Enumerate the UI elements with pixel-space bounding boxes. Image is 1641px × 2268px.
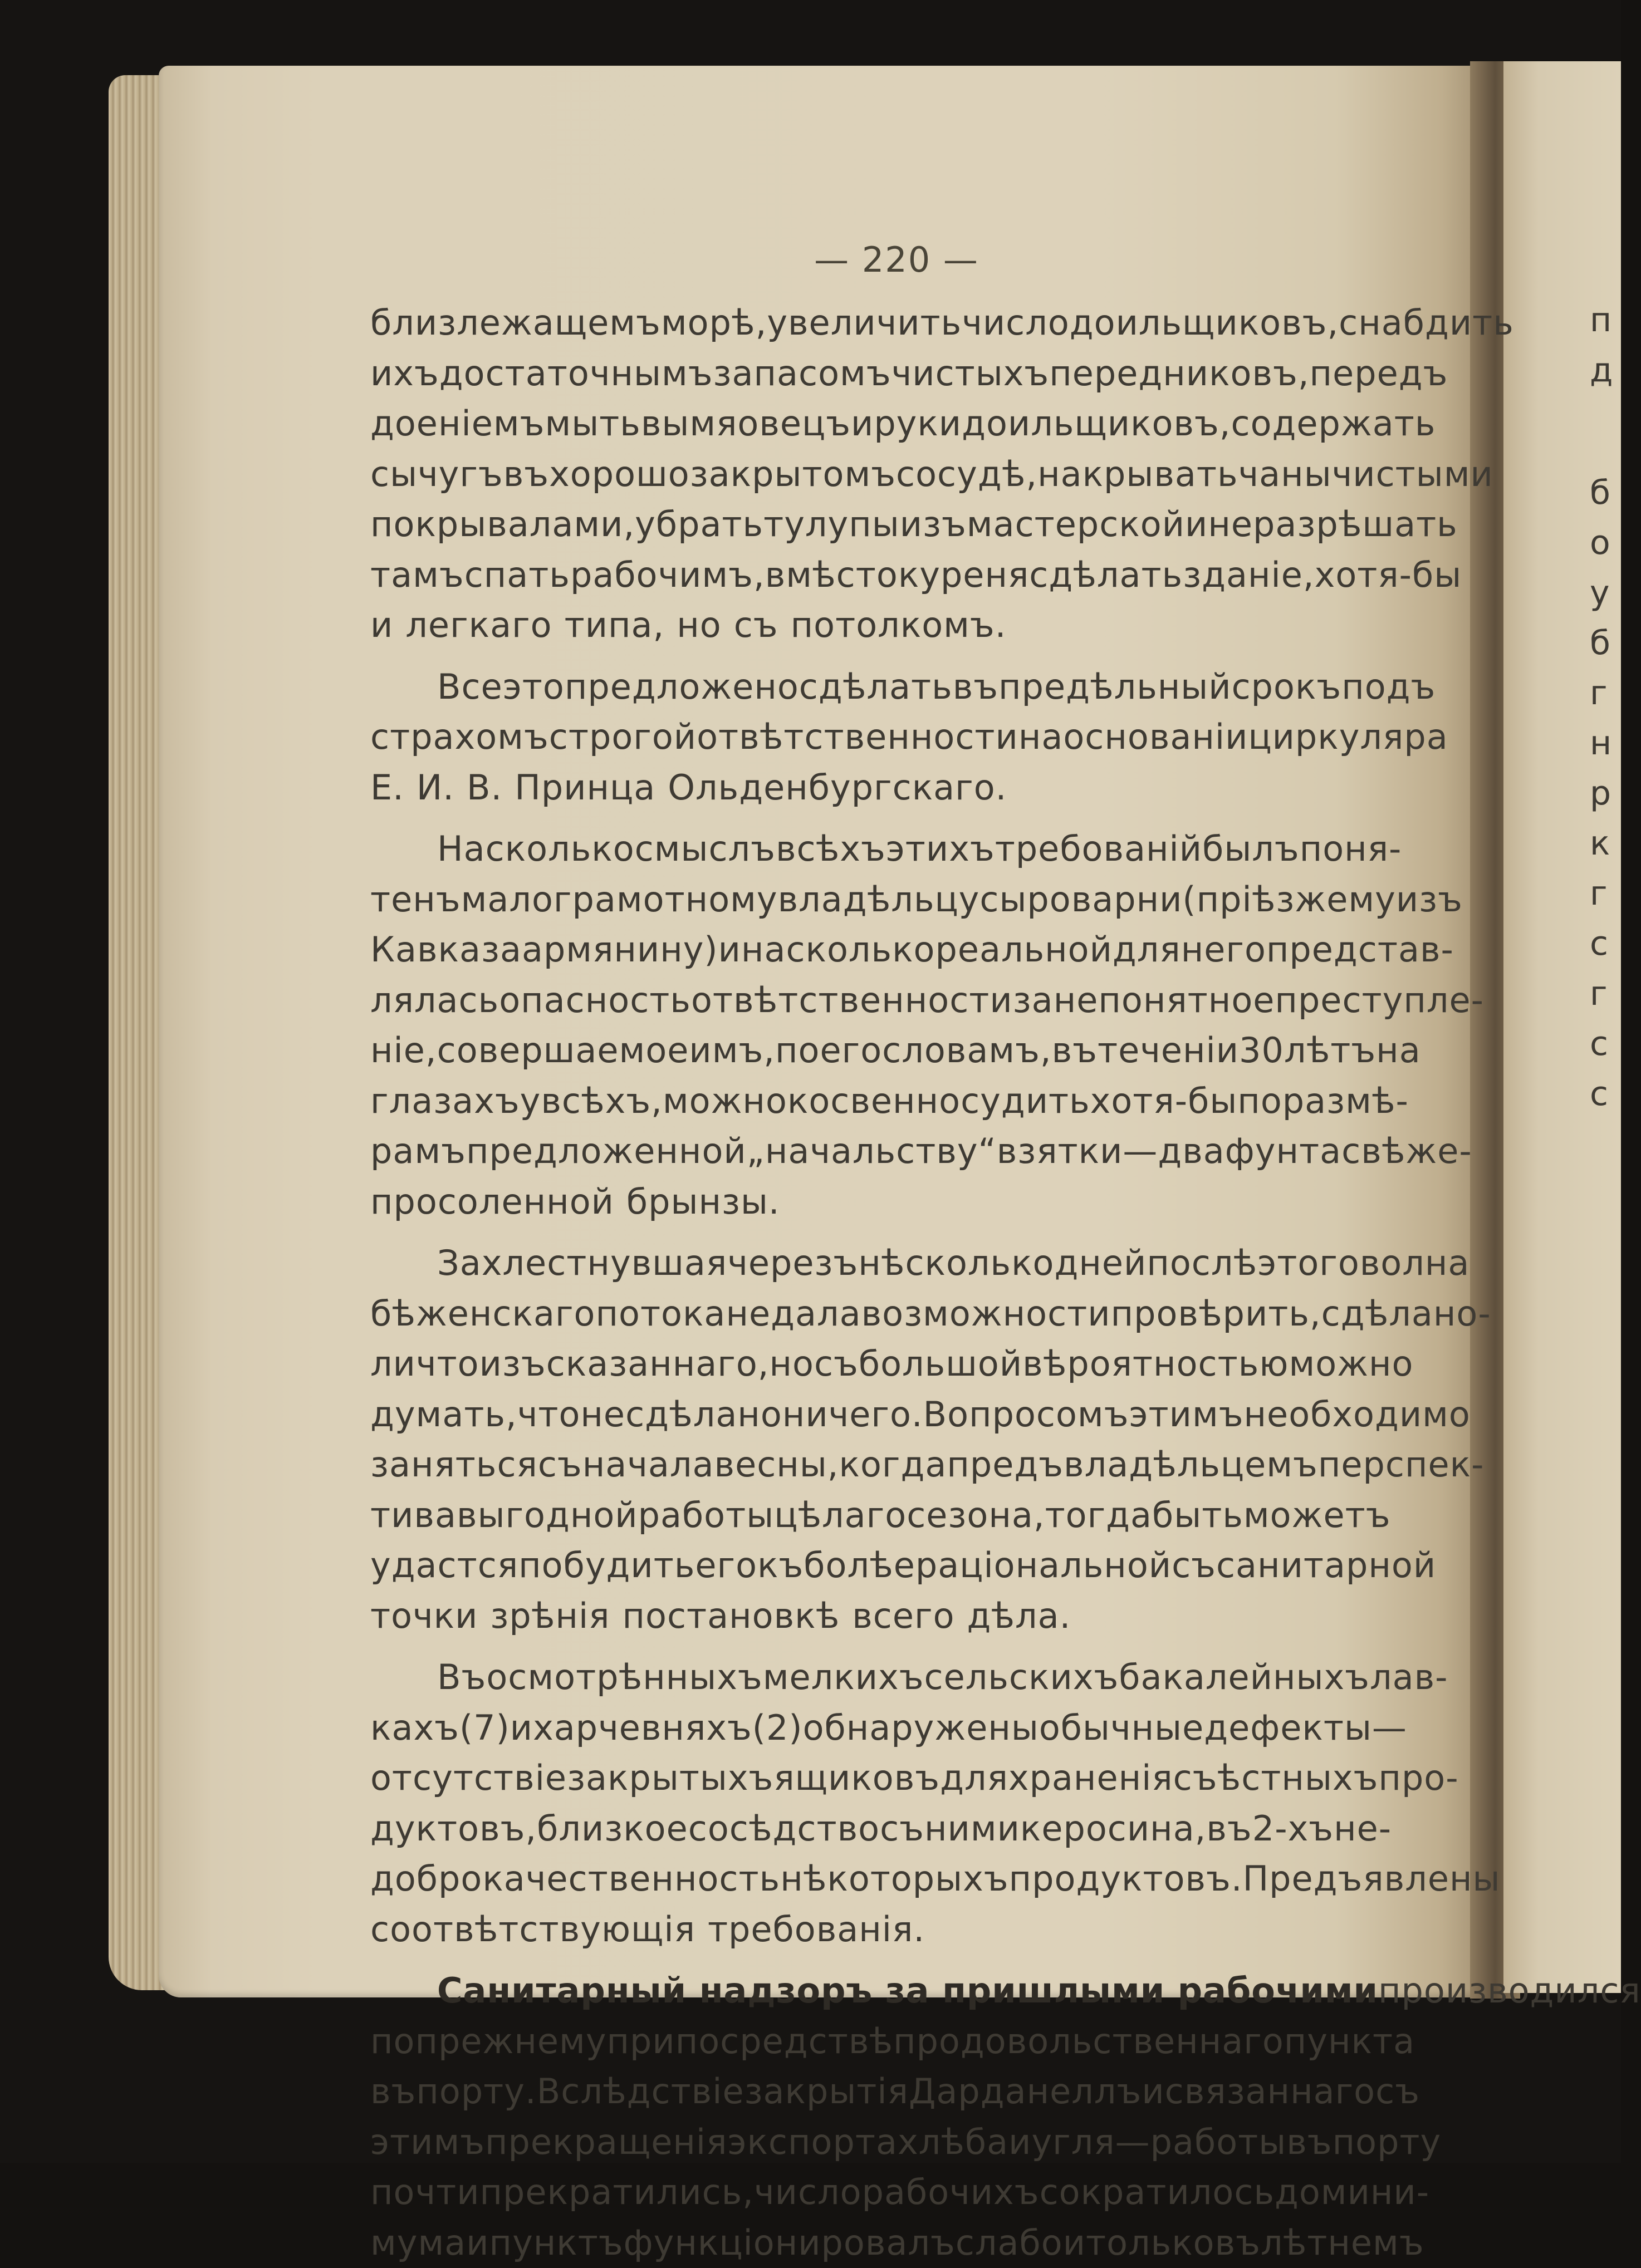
text-line <box>370 1966 1381 2016</box>
right-page-letter: у <box>1590 573 1610 612</box>
text-line: этимъ прекращенiя экспорта хлѣба и угля—работы въ порту <box>370 2117 1381 2168</box>
text-line: покрывалами, убрать тулупы изъ мастерской и не разрѣшать <box>370 499 1381 550</box>
right-page-letter: д <box>1590 351 1613 390</box>
text-line: соотвѣтствующiя требованiя. <box>370 1904 1381 1955</box>
text-line: въ порту. Вслѣдствiе закрытiя Дарданеллъ и связаннаго съ <box>370 2066 1381 2117</box>
text-line: бѣженскаго потока не дала возможности провѣрить, сдѣлано- <box>370 1289 1381 1339</box>
text-line: дуктовъ, близкое сосѣдство съ ними керосина, въ 2-хъ не- <box>370 1804 1381 1854</box>
text-line: Е. И. В. Принца Ольденбургскаго. <box>370 763 1381 813</box>
right-page-letter: г <box>1590 874 1608 913</box>
text-line: глазахъ у всѣхъ, можно косвенно судить хотя-бы по размѣ- <box>370 1076 1381 1127</box>
text-line: страхомъ строгой отвѣтственности на основанiи циркуляра <box>370 712 1381 763</box>
text-line: тенъ малограмотному владѣльцу сыроварни (прiѣзжему изъ <box>370 875 1381 925</box>
text-line: доброкачественность нѣкоторыхъ продуктовъ. Предъявлены <box>370 1854 1381 1904</box>
section-heading: Санитарный надзоръ за пришлыми рабочими <box>437 1966 1378 2016</box>
text-line: удастся побудить его къ болѣе рацiональной съ санитарной <box>370 1540 1381 1591</box>
text-line: думать, что не сдѣлано ничего. Вопросомъ этимъ необходимо <box>370 1390 1381 1440</box>
text-line: лялась опасность отвѣтственности за непонятное преступле- <box>370 975 1381 1026</box>
text-line: мума и пунктъ функцiонировалъ слабо и только въ лѣтнемъ <box>370 2218 1381 2268</box>
right-page-letter: б <box>1590 473 1610 512</box>
text-line: Захлестнувшая черезъ нѣсколько дней послѣ этого волна <box>370 1238 1381 1289</box>
text-line: точки зрѣнiя постановкѣ всего дѣла. <box>370 1591 1381 1642</box>
text-line: Насколько смыслъ всѣхъ этихъ требованiй былъ поня- <box>370 824 1381 875</box>
text-line: сычугъ въ хорошо закрытомъ сосудѣ, накрывать чаны чистыми <box>370 449 1381 500</box>
right-page-letter: с <box>1590 1024 1608 1063</box>
text-line: рамъ предложенной „начальству“ взятки—два фунта свѣже- <box>370 1126 1381 1177</box>
right-page-letter: б <box>1590 624 1610 662</box>
text-line: близлежащемъ морѣ, увеличить число доильщиковъ, снабдить <box>370 298 1381 348</box>
right-page-letter: г <box>1590 974 1608 1013</box>
text-line: ихъ достаточнымъ запасомъ чистыхъ передниковъ, передъ <box>370 348 1381 399</box>
text-line: просоленной брынзы. <box>370 1177 1381 1228</box>
text-line: по прежнему при посредствѣ продовольственнаго пункта <box>370 2016 1381 2067</box>
text-line: ли что изъ сказаннаго, но съ большой вѣроятностью можно <box>370 1339 1381 1390</box>
text-line: кахъ (7) и харчевняхъ (2) обнаружены обычные дефекты— <box>370 1703 1381 1754</box>
text-line: нiе, совершаемое имъ, по его словамъ, въ теченiи 30 лѣтъ на <box>370 1025 1381 1076</box>
right-page-letter: н <box>1590 724 1611 763</box>
right-page-letter: г <box>1590 674 1608 713</box>
text-line: Все это предложено сдѣлать въ предѣльный срокъ подъ <box>370 662 1381 713</box>
text-line: почти прекратились, число рабочихъ сократилось до мини- <box>370 2167 1381 2218</box>
text-line: доенiемъ мыть вымя овецъ и руки доильщиковъ, содержать <box>370 399 1381 449</box>
text-line: тива выгодной работы цѣлаго сезона, тогда быть можетъ <box>370 1490 1381 1541</box>
right-page-letter: с <box>1590 1074 1608 1113</box>
right-page-letter: р <box>1590 774 1611 813</box>
text-line: тамъ спать рабочимъ, вмѣсто куреня сдѣлать зданiе, хотя-бы <box>370 550 1381 601</box>
text-line: Кавказа армянину) и насколько реальной для него представ- <box>370 925 1381 975</box>
text-line: заняться съ начала весны, когда предъ владѣльцемъ перспек- <box>370 1440 1381 1490</box>
text-fragment: производился <box>1378 1966 1641 2016</box>
body-text <box>370 298 1381 2268</box>
text-line: и легкаго типа, но съ потолкомъ. <box>370 600 1381 651</box>
text-line: отсутствiе закрытыхъ ящиковъ для храненiя съѣстныхъ про- <box>370 1753 1381 1804</box>
text-line: Въ осмотрѣнныхъ мелкихъ сельскихъ бакалейныхъ лав- <box>370 1652 1381 1703</box>
right-page-letter: о <box>1590 523 1610 562</box>
right-page-letter: п <box>1590 301 1611 340</box>
right-page-letter: с <box>1590 924 1608 963</box>
page-number: — 220 — <box>813 239 980 280</box>
right-page-letter: к <box>1590 824 1610 863</box>
